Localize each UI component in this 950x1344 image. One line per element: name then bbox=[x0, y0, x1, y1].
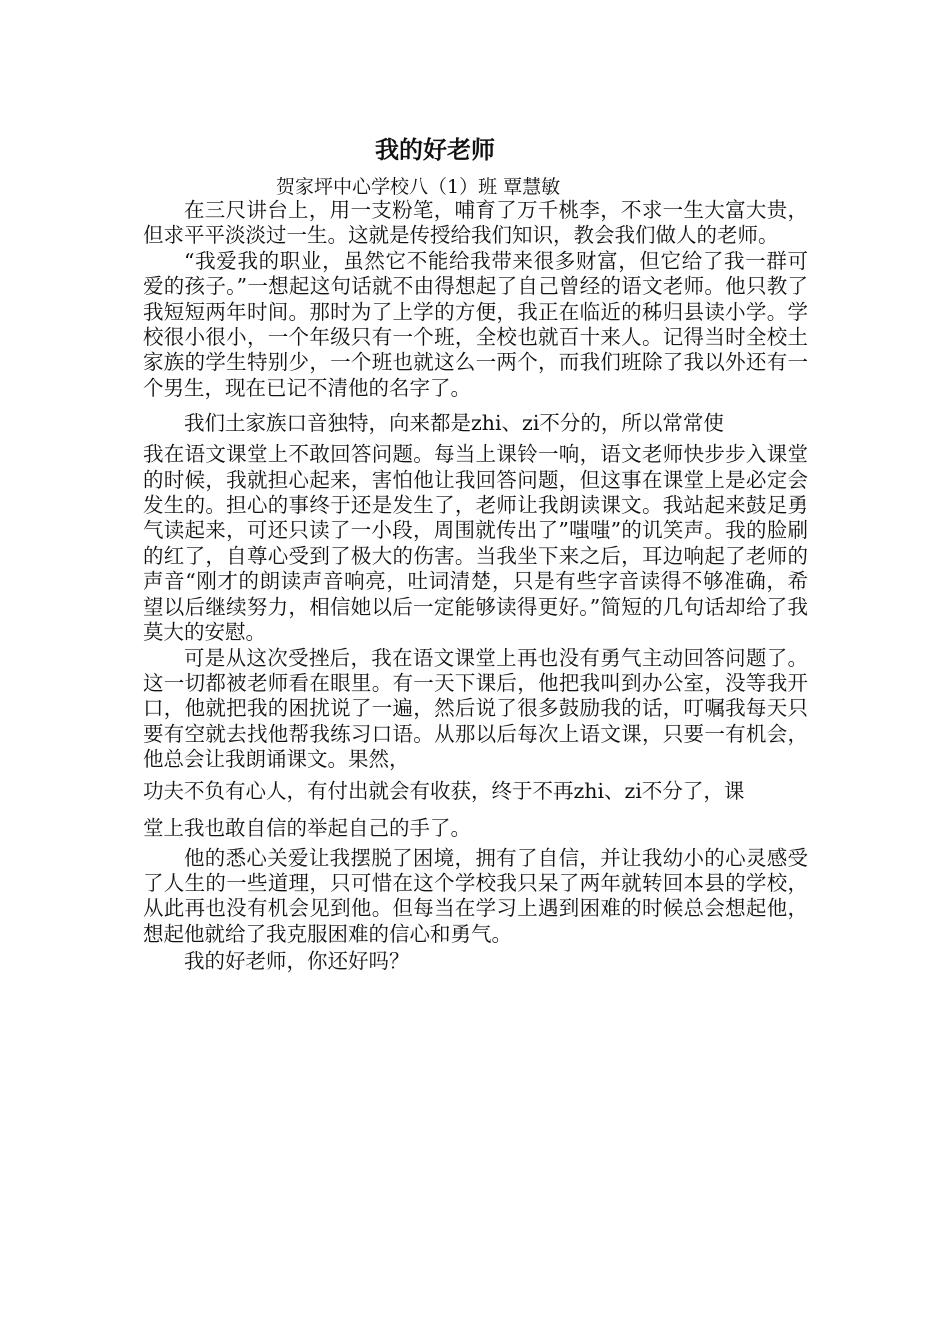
paragraph-setback: 可是从这次受挫后，我在语文课堂上再也没有勇气主动回答问题了。这一切都被老师看在眼里。有一天下课后，他把我叫到办公室，没等我开口，他就把我的困扰说了一遍，然后说了很多鼓励我的话，叮嘱我每天只要有空就去找他帮我练习口语。从那以后每次上语文课，只要一有机会，他总会让我朗诵课文。果然， bbox=[143, 645, 808, 772]
paragraph-closing: 我的好老师，你还好吗？ bbox=[184, 949, 410, 974]
document-title: 我的好老师 bbox=[375, 136, 495, 164]
paragraph-classroom: 我在语文课堂上不敢回答问题。每当上课铃一响，语文老师快步步入课堂的时候，我就担心起来，害怕他让我回答问题，但这事在课堂上是必定会发生的。担心的事终于还是发生了，老师让我朗读课文。我站起来鼓足勇气读起来，可还只读了一小段，周围就传出了”嗤嗤”的讥笑声。我的脸刷的红了，自尊心受到了极大的伤害。当我坐下来之后，耳边响起了老师的声音“刚才的朗读声音响亮，吐词清楚，只是有些字音读得不够准确，希望以后继续努力，相信她以后一定能够读得更好。”简短的几句话却给了我莫大的安慰。 bbox=[143, 442, 808, 645]
paragraph-accent-line: 我们土家族口音独特，向来都是zhi、zi不分的，所以常常使 bbox=[184, 411, 724, 436]
document-body bbox=[143, 198, 808, 975]
paragraph-effort-line: 功夫不负有心人，有付出就会有收获，终于不再zhi、zi不分了，课 bbox=[143, 778, 745, 803]
author-line: 贺家坪中心学校八（1）班 覃慧敏 bbox=[276, 176, 561, 198]
paragraph-confidence-line: 堂上我也敢自信的举起自己的手了。 bbox=[143, 815, 471, 840]
paragraph-gratitude: 他的悉心关爱让我摆脱了困境，拥有了自信，并让我幼小的心灵感受了人生的一些道理，只可惜在这个学校我只呆了两年就转回本县的学校，从此再也没有机会见到他。但每当在学习上遇到困难的时候总会想起他，想起他就给了我克服困难的信心和勇气。 bbox=[143, 845, 808, 946]
paragraph-intro: 在三尺讲台上，用一支粉笔，哺育了万千桃李，不求一生大富大贵，但求平平淡淡过一生。这就是传授给我们知识，教会我们做人的老师。 bbox=[143, 198, 808, 248]
paragraph-quote: “我爱我的职业，虽然它不能给我带来很多财富，但它给了我一群可爱的孩子。”一想起这句话就不由得想起了自己曾经的语文老师。他只教了我短短两年时间。那时为了上学的方便，我正在临近的秭归县读小学。学校很小很小，一个年级只有一个班，全校也就百十来人。记得当时全校土家族的学生特别少，一个班也就这么一两个，而我们班除了我以外还有一个男生，现在已记不清他的名字了。 bbox=[143, 248, 808, 400]
